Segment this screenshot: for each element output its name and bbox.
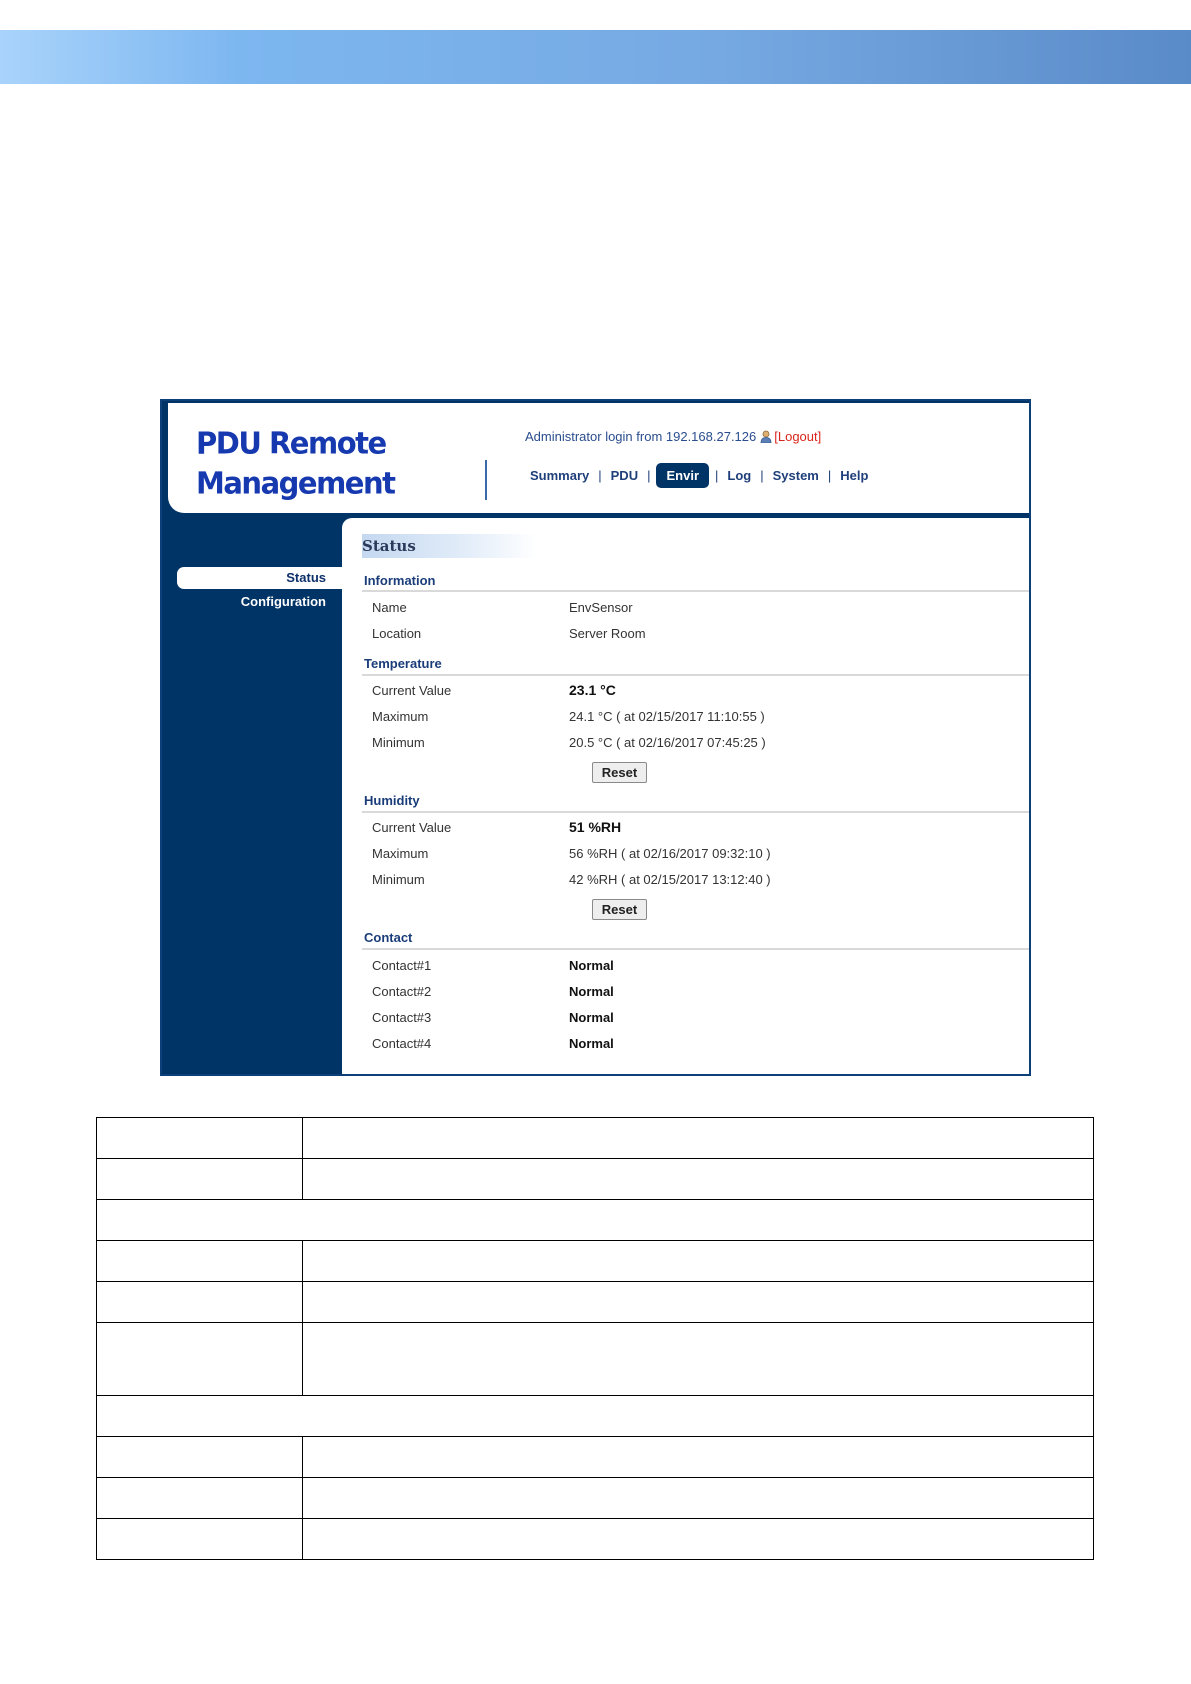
location-label: Location	[372, 626, 422, 641]
header	[168, 403, 1029, 513]
table-section-row	[97, 1200, 1094, 1241]
top-banner	[0, 30, 1191, 84]
page-title: Status	[362, 534, 537, 558]
humidity-min-value: 42 %RH ( at 02/15/2017 13:12:40 )	[569, 872, 771, 887]
section-divider	[362, 590, 1029, 592]
section-divider	[362, 674, 1029, 676]
tab-pdu[interactable]: PDU	[610, 468, 639, 483]
tab-system[interactable]: System	[772, 468, 819, 483]
user-icon	[760, 430, 772, 443]
main-nav	[530, 463, 868, 488]
nav-separator: |	[827, 468, 832, 483]
humidity-max-label: Maximum	[372, 846, 429, 861]
name-label: Name	[372, 600, 407, 615]
table-row	[97, 1282, 1094, 1323]
sidebar-item-status[interactable]: Status	[177, 567, 342, 589]
logout-link[interactable]: [Logout]	[774, 429, 822, 444]
table-row	[97, 1478, 1094, 1519]
temperature-max-value: 24.1 °C ( at 02/15/2017 11:10:55 )	[569, 709, 765, 724]
humidity-current-value: 51 %RH	[569, 819, 622, 835]
description-table	[96, 1117, 1094, 1560]
nav-separator: |	[760, 468, 764, 483]
temperature-min-label: Minimum	[372, 735, 425, 750]
login-text: Administrator login from 192.168.27.126	[525, 429, 757, 444]
sidebar-item-configuration[interactable]: Configuration	[240, 594, 326, 609]
section-divider	[362, 811, 1029, 813]
tab-help[interactable]: Help	[840, 468, 869, 483]
section-heading-contact: Contact	[364, 930, 413, 945]
logo-line-1: PDU Remote	[196, 425, 386, 461]
login-info	[525, 429, 821, 444]
table-row	[97, 1519, 1094, 1560]
section-heading-temperature: Temperature	[364, 656, 442, 671]
humidity-min-label: Minimum	[372, 872, 425, 887]
contact-value: Normal	[569, 984, 614, 999]
temperature-current-value: 23.1 °C	[569, 682, 616, 698]
contact-label: Contact#4	[372, 1036, 432, 1051]
section-heading-information: Information	[364, 573, 436, 588]
table-row	[97, 1241, 1094, 1282]
table-row	[97, 1159, 1094, 1200]
contact-value: Normal	[569, 1036, 614, 1051]
humidity-reset-button[interactable]: Reset	[592, 899, 647, 920]
app-logo	[196, 423, 394, 503]
section-divider	[362, 948, 1029, 950]
table-row	[97, 1437, 1094, 1478]
nav-separator: |	[598, 468, 602, 483]
tab-summary[interactable]: Summary	[530, 468, 590, 483]
contact-label: Contact#3	[372, 1010, 432, 1025]
humidity-current-label: Current Value	[372, 820, 452, 835]
table-row	[97, 1323, 1094, 1396]
contact-value: Normal	[569, 958, 614, 973]
temperature-max-label: Maximum	[372, 709, 429, 724]
name-value: EnvSensor	[569, 600, 633, 615]
contact-value: Normal	[569, 1010, 614, 1025]
section-heading-humidity: Humidity	[364, 793, 420, 808]
table-section-row	[97, 1396, 1094, 1437]
contact-label: Contact#1	[372, 958, 432, 973]
header-divider	[485, 460, 487, 500]
temperature-current-label: Current Value	[372, 683, 452, 698]
table-row	[97, 1118, 1094, 1159]
main-content	[342, 518, 1029, 1074]
tab-log[interactable]: Log	[727, 468, 752, 483]
contact-label: Contact#2	[372, 984, 432, 999]
logo-line-2: Management	[196, 465, 395, 501]
nav-separator: |	[715, 468, 719, 483]
pdu-web-ui-screenshot	[160, 399, 1031, 1076]
temperature-min-value: 20.5 °C ( at 02/16/2017 07:45:25 )	[569, 735, 766, 750]
humidity-max-value: 56 %RH ( at 02/16/2017 09:32:10 )	[569, 846, 771, 861]
temperature-reset-button[interactable]: Reset	[592, 762, 647, 783]
nav-separator: |	[647, 468, 651, 483]
location-value: Server Room	[569, 626, 646, 641]
tab-envir[interactable]: Envir	[656, 463, 709, 488]
